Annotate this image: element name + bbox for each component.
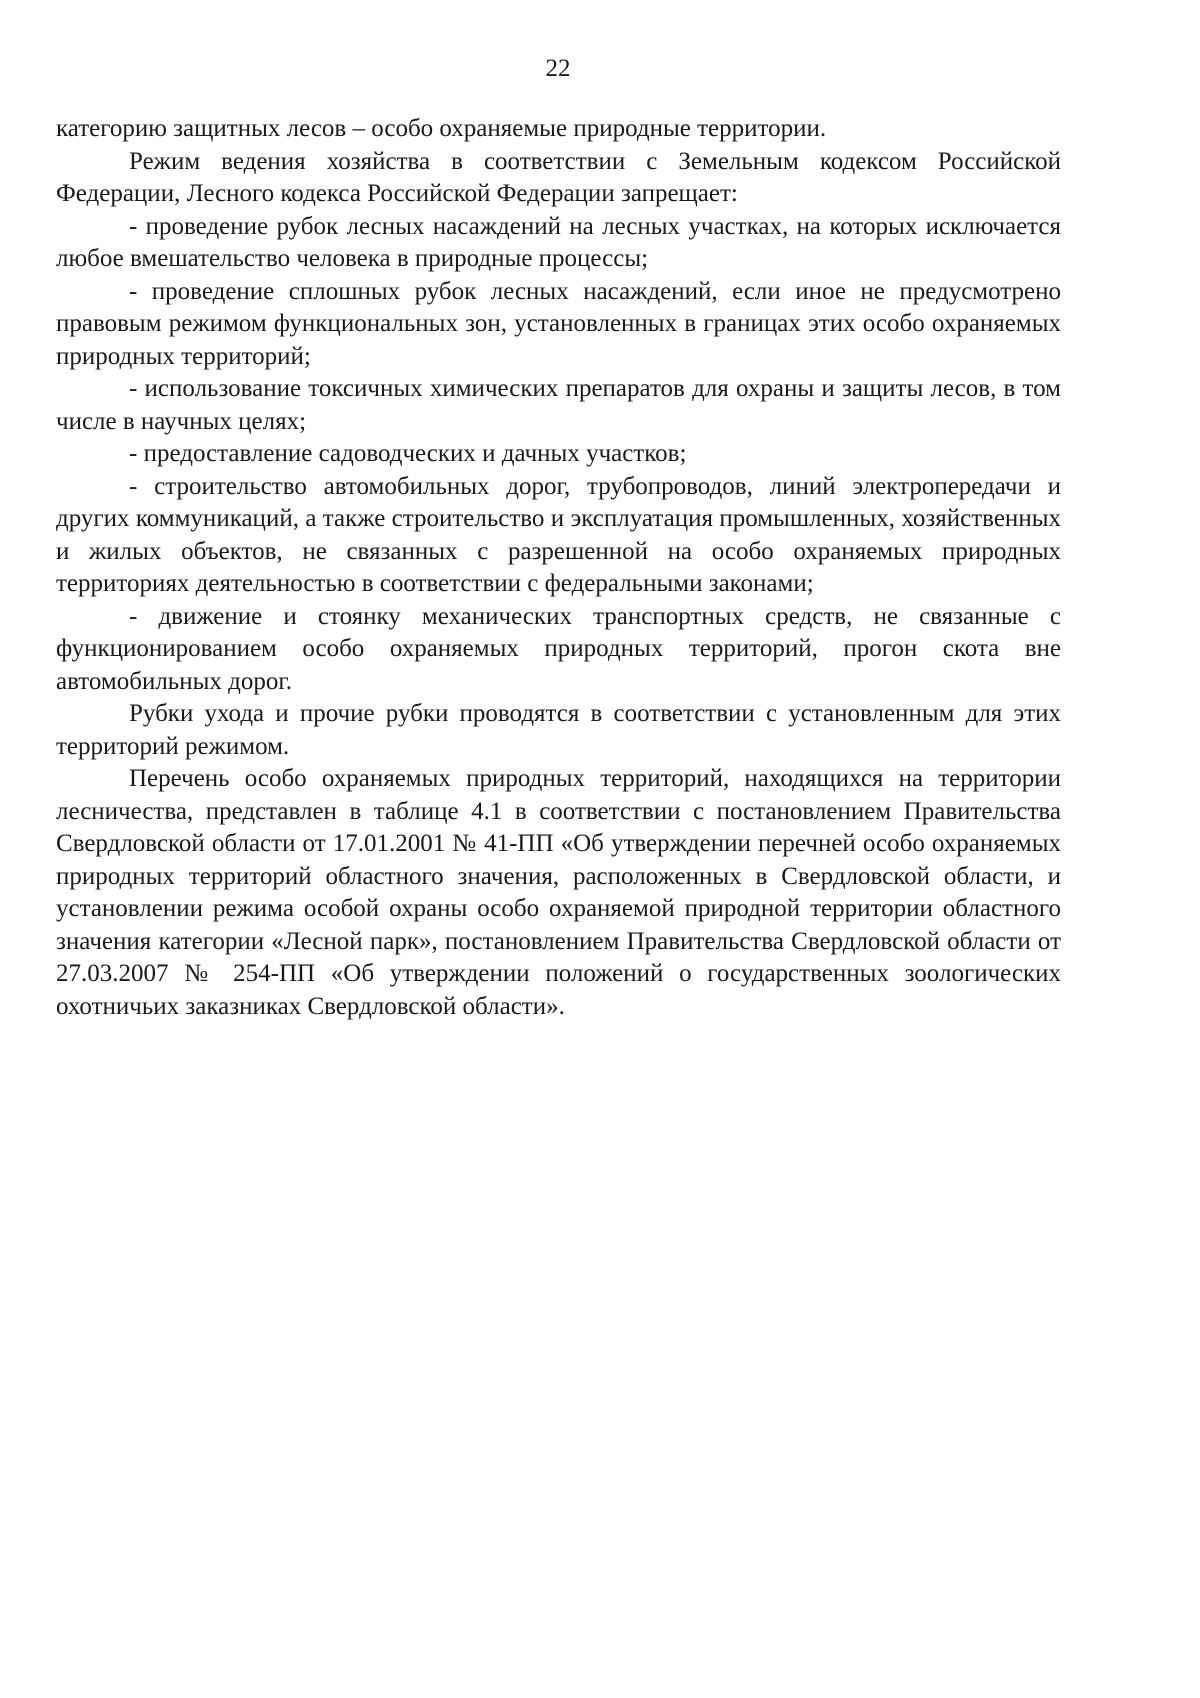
list-item: - предоставление садоводческих и дачных участков; xyxy=(129,440,687,467)
felling-paragraph: Рубки ухода и прочие рубки проводятся в соответствии с установленным для этих территорий режимом. xyxy=(56,700,1061,760)
territories-paragraph: Перечень особо охраняемых природных территорий, находящихся на территории лесничества, представлен в таблице 4.1 в соответствии с постановлением Правительства Свердловской области от 17.01.2001 № 41-ПП «Об утверждении перечней особо охраняемых природных территорий областного значения, расположенных в Свердловской области, и установлении режима особой охраны особо охраняемой природной территории областного значения категории «Лесной парк», постановлением Правительства Свердловской области от 27.03.2007 № 254-ПП «Об утверждении положений о государственных зоологических охотничьих заказниках Свердловской области». xyxy=(56,765,1061,1020)
body-text xyxy=(56,113,1061,1023)
page-number: 22 xyxy=(545,55,571,82)
list-item: - проведение сплошных рубок лесных насаждений, если иное не предусмотрено правовым режимом функциональных зон, установленных в границах этих особо охраняемых природных территорий; xyxy=(56,277,1061,370)
list-item: - проведение рубок лесных насаждений на лесных участках, на которых исключается любое вмешательство человека в природные процессы; xyxy=(56,212,1061,272)
list-item: - строительство автомобильных дорог, трубопроводов, линий электропередачи и других коммуникаций, а также строительство и эксплуатация промышленных, хозяйственных и жилых объектов, не связанных с разрешенной на особо охраняемых природных территориях деятельностью в соответствии с федеральными законами; xyxy=(56,472,1061,597)
list-item: - использование токсичных химических препаратов для охраны и защиты лесов, в том числе в научных целях; xyxy=(56,375,1061,435)
intro-paragraph: Режим ведения хозяйства в соответствии с Земельным кодексом Российской Федерации, Лесного кодекса Российской Федерации запрещает: xyxy=(56,147,1061,207)
continuation-paragraph: категорию защитных лесов – особо охраняемые природные территории. xyxy=(56,115,827,142)
list-item: - движение и стоянку механических транспортных средств, не связанные с функционированием особо охраняемых природных территорий, прогон скота вне автомобильных дорог. xyxy=(56,602,1061,695)
